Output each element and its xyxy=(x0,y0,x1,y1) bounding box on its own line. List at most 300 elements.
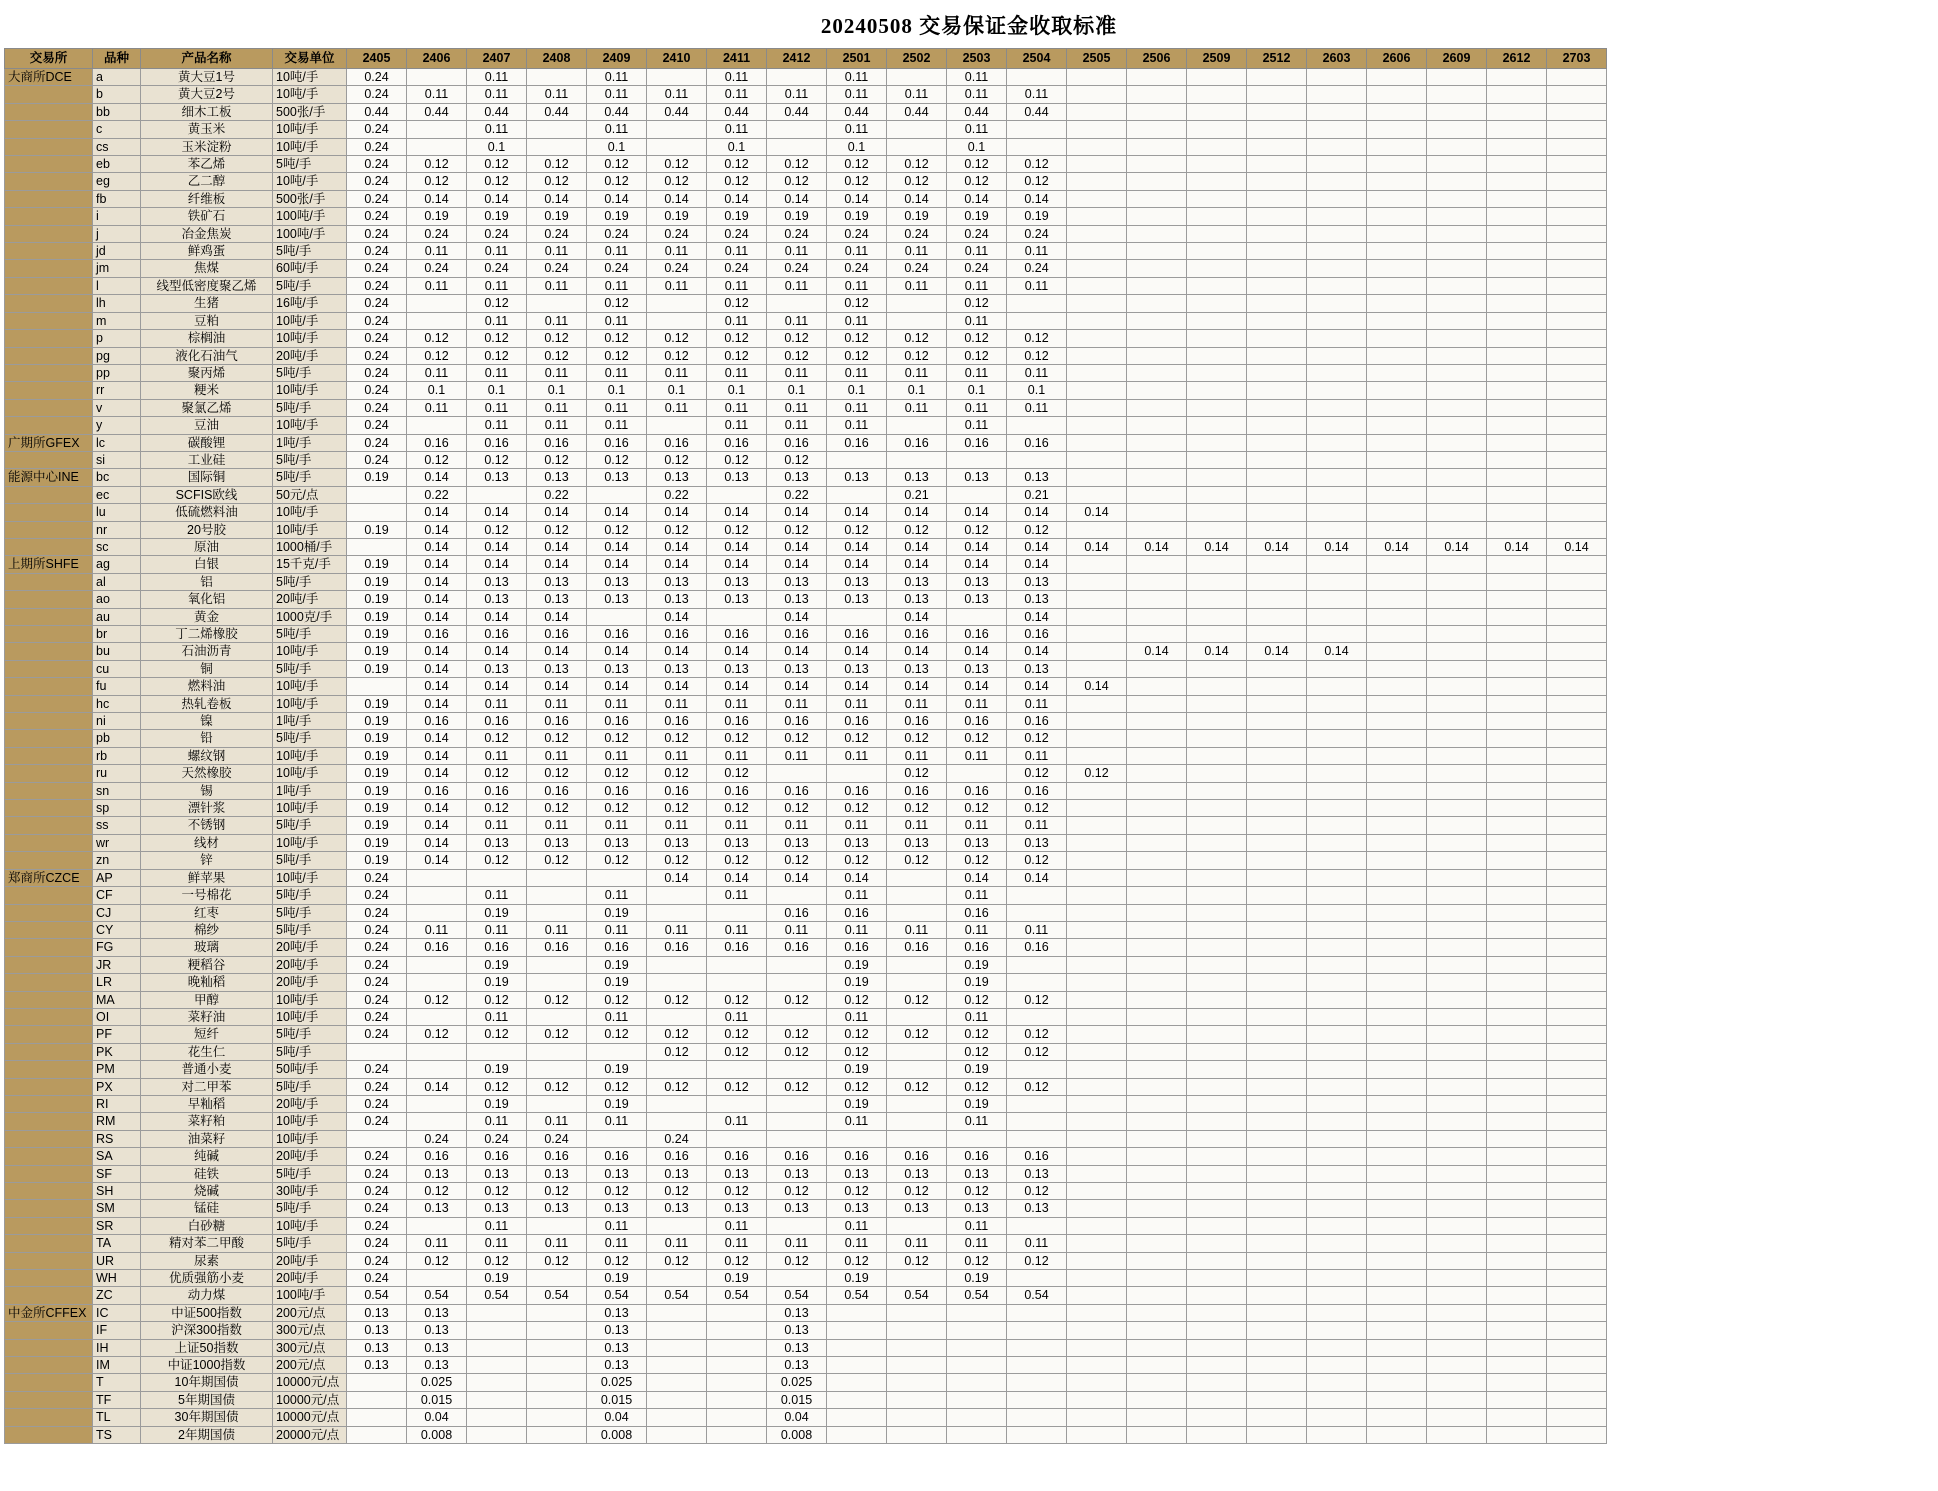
cell-margin-value xyxy=(1247,1391,1307,1408)
cell-margin-value xyxy=(887,1061,947,1078)
cell-margin-value xyxy=(407,869,467,886)
cell-margin-value xyxy=(347,1426,407,1443)
cell-margin-value: 0.19 xyxy=(347,713,407,730)
cell-margin-value: 0.54 xyxy=(767,1287,827,1304)
cell-margin-value xyxy=(887,69,947,86)
cell-margin-value: 0.16 xyxy=(587,1148,647,1165)
cell-margin-value: 0.12 xyxy=(827,295,887,312)
table-row xyxy=(5,730,1607,747)
cell-margin-value xyxy=(1127,1304,1187,1321)
cell-margin-value: 0.12 xyxy=(947,1043,1007,1060)
cell-margin-value xyxy=(1127,225,1187,242)
column-header-code: 品种 xyxy=(93,49,141,69)
cell-margin-value: 0.12 xyxy=(587,730,647,747)
cell-margin-value xyxy=(1307,243,1367,260)
cell-margin-value: 0.16 xyxy=(827,1148,887,1165)
cell-margin-value: 0.19 xyxy=(467,956,527,973)
cell-margin-value xyxy=(1487,486,1547,503)
cell-margin-value: 0.11 xyxy=(587,277,647,294)
cell-code: pp xyxy=(93,364,141,381)
cell-margin-value xyxy=(1547,1391,1607,1408)
cell-margin-value: 0.16 xyxy=(947,904,1007,921)
cell-margin-value xyxy=(1187,921,1247,938)
cell-margin-value xyxy=(827,765,887,782)
cell-margin-value xyxy=(887,1217,947,1234)
cell-product-name: 玻璃 xyxy=(141,939,273,956)
cell-margin-value: 0.12 xyxy=(1007,730,1067,747)
cell-margin-value xyxy=(647,1391,707,1408)
cell-code: RM xyxy=(93,1113,141,1130)
cell-margin-value xyxy=(587,608,647,625)
cell-margin-value xyxy=(887,417,947,434)
cell-exchange xyxy=(5,295,93,312)
cell-margin-value xyxy=(1367,956,1427,973)
table-row xyxy=(5,1026,1607,1043)
cell-margin-value xyxy=(1427,1409,1487,1426)
cell-margin-value xyxy=(1067,1148,1127,1165)
cell-margin-value xyxy=(1547,190,1607,207)
cell-trade-unit: 1吨/手 xyxy=(273,434,347,451)
cell-margin-value xyxy=(1187,1252,1247,1269)
cell-margin-value xyxy=(1187,156,1247,173)
cell-margin-value xyxy=(1547,991,1607,1008)
cell-margin-value: 0.11 xyxy=(647,747,707,764)
cell-margin-value xyxy=(1427,747,1487,764)
cell-margin-value xyxy=(1247,1374,1307,1391)
cell-margin-value xyxy=(1067,834,1127,851)
cell-margin-value xyxy=(347,1391,407,1408)
cell-margin-value xyxy=(1127,747,1187,764)
cell-margin-value: 0.24 xyxy=(587,260,647,277)
cell-trade-unit: 20吨/手 xyxy=(273,956,347,973)
cell-margin-value: 0.12 xyxy=(467,800,527,817)
cell-margin-value xyxy=(587,869,647,886)
cell-margin-value xyxy=(1307,330,1367,347)
cell-margin-value xyxy=(887,1270,947,1287)
cell-margin-value xyxy=(887,121,947,138)
cell-code: UR xyxy=(93,1252,141,1269)
cell-exchange xyxy=(5,1183,93,1200)
cell-product-name: 氧化铝 xyxy=(141,591,273,608)
cell-margin-value: 0.24 xyxy=(347,1252,407,1269)
cell-code: PX xyxy=(93,1078,141,1095)
cell-product-name: 国际铜 xyxy=(141,469,273,486)
table-row xyxy=(5,765,1607,782)
cell-margin-value xyxy=(1187,1217,1247,1234)
cell-margin-value: 0.14 xyxy=(1427,538,1487,555)
cell-margin-value: 0.12 xyxy=(587,765,647,782)
cell-margin-value xyxy=(1547,1374,1607,1391)
cell-margin-value xyxy=(1547,817,1607,834)
cell-product-name: 工业硅 xyxy=(141,451,273,468)
cell-margin-value: 0.12 xyxy=(767,1078,827,1095)
cell-margin-value xyxy=(1187,1409,1247,1426)
cell-margin-value: 0.14 xyxy=(887,678,947,695)
cell-margin-value: 0.24 xyxy=(887,260,947,277)
cell-margin-value xyxy=(1307,1148,1367,1165)
cell-margin-value xyxy=(1307,1026,1367,1043)
cell-exchange xyxy=(5,782,93,799)
cell-exchange xyxy=(5,208,93,225)
cell-margin-value: 0.13 xyxy=(947,834,1007,851)
cell-margin-value xyxy=(1067,312,1127,329)
cell-margin-value xyxy=(1307,156,1367,173)
cell-code: ZC xyxy=(93,1287,141,1304)
cell-margin-value xyxy=(1367,834,1427,851)
cell-margin-value: 0.19 xyxy=(347,469,407,486)
cell-trade-unit: 10吨/手 xyxy=(273,695,347,712)
cell-margin-value xyxy=(1367,399,1427,416)
cell-margin-value xyxy=(1247,608,1307,625)
cell-margin-value xyxy=(1487,312,1547,329)
cell-margin-value xyxy=(767,1130,827,1147)
cell-margin-value: 0.11 xyxy=(707,243,767,260)
cell-margin-value: 0.14 xyxy=(407,852,467,869)
cell-margin-value xyxy=(1127,765,1187,782)
cell-margin-value: 0.22 xyxy=(527,486,587,503)
cell-margin-value: 0.11 xyxy=(767,747,827,764)
cell-margin-value: 0.24 xyxy=(827,225,887,242)
cell-margin-value xyxy=(1127,1287,1187,1304)
cell-code: IC xyxy=(93,1304,141,1321)
cell-margin-value xyxy=(827,1409,887,1426)
cell-margin-value xyxy=(1307,887,1367,904)
column-header-contract: 2412 xyxy=(767,49,827,69)
cell-margin-value: 0.11 xyxy=(647,86,707,103)
cell-margin-value xyxy=(1187,834,1247,851)
cell-margin-value xyxy=(1307,626,1367,643)
cell-margin-value: 0.19 xyxy=(947,208,1007,225)
cell-margin-value: 0.11 xyxy=(947,417,1007,434)
cell-margin-value: 0.13 xyxy=(647,660,707,677)
cell-code: CJ xyxy=(93,904,141,921)
table-row xyxy=(5,1078,1607,1095)
cell-margin-value xyxy=(347,1409,407,1426)
cell-margin-value: 0.12 xyxy=(647,1043,707,1060)
cell-margin-value: 0.16 xyxy=(767,782,827,799)
cell-margin-value xyxy=(407,417,467,434)
cell-margin-value xyxy=(1067,1183,1127,1200)
cell-margin-value xyxy=(1307,1426,1367,1443)
cell-margin-value xyxy=(1427,1339,1487,1356)
cell-margin-value xyxy=(1247,277,1307,294)
cell-margin-value xyxy=(1067,939,1127,956)
cell-margin-value xyxy=(1547,451,1607,468)
cell-margin-value xyxy=(1307,1078,1367,1095)
cell-margin-value: 0.1 xyxy=(587,138,647,155)
cell-margin-value xyxy=(1067,121,1127,138)
cell-code: rr xyxy=(93,382,141,399)
cell-trade-unit: 10000元/点 xyxy=(273,1409,347,1426)
cell-margin-value: 0.12 xyxy=(467,1026,527,1043)
cell-margin-value: 0.11 xyxy=(767,277,827,294)
cell-product-name: 黄玉米 xyxy=(141,121,273,138)
table-row xyxy=(5,800,1607,817)
cell-margin-value xyxy=(1487,1078,1547,1095)
cell-margin-value: 0.24 xyxy=(467,260,527,277)
cell-margin-value xyxy=(1487,330,1547,347)
cell-margin-value xyxy=(647,904,707,921)
cell-margin-value xyxy=(1307,782,1367,799)
cell-margin-value: 0.12 xyxy=(527,347,587,364)
table-row xyxy=(5,417,1607,434)
cell-margin-value: 0.12 xyxy=(827,730,887,747)
cell-margin-value xyxy=(647,1217,707,1234)
cell-margin-value xyxy=(1067,1409,1127,1426)
cell-margin-value: 0.16 xyxy=(947,713,1007,730)
cell-margin-value: 0.44 xyxy=(827,103,887,120)
cell-margin-value xyxy=(1127,504,1187,521)
cell-margin-value xyxy=(1127,956,1187,973)
cell-margin-value xyxy=(1487,747,1547,764)
cell-margin-value xyxy=(1187,1374,1247,1391)
cell-margin-value: 0.11 xyxy=(467,921,527,938)
cell-margin-value: 0.12 xyxy=(767,991,827,1008)
cell-margin-value xyxy=(1367,417,1427,434)
cell-margin-value xyxy=(1067,1113,1127,1130)
cell-margin-value: 0.24 xyxy=(347,869,407,886)
cell-margin-value xyxy=(1547,504,1607,521)
cell-margin-value xyxy=(647,1113,707,1130)
cell-margin-value xyxy=(1547,800,1607,817)
cell-product-name: 黄大豆1号 xyxy=(141,69,273,86)
cell-margin-value: 0.14 xyxy=(1007,504,1067,521)
cell-margin-value: 0.14 xyxy=(767,538,827,555)
cell-trade-unit: 5吨/手 xyxy=(273,399,347,416)
cell-margin-value xyxy=(1487,225,1547,242)
cell-margin-value: 0.13 xyxy=(767,469,827,486)
cell-margin-value: 0.11 xyxy=(947,364,1007,381)
cell-trade-unit: 5吨/手 xyxy=(273,1200,347,1217)
cell-margin-value: 0.16 xyxy=(887,713,947,730)
cell-margin-value: 0.12 xyxy=(947,521,1007,538)
cell-margin-value: 0.12 xyxy=(947,991,1007,1008)
cell-margin-value: 0.14 xyxy=(407,521,467,538)
cell-margin-value: 0.14 xyxy=(467,504,527,521)
cell-margin-value xyxy=(1247,782,1307,799)
cell-margin-value xyxy=(947,1339,1007,1356)
cell-margin-value: 0.24 xyxy=(347,121,407,138)
cell-margin-value: 0.11 xyxy=(947,817,1007,834)
cell-margin-value: 0.11 xyxy=(527,364,587,381)
cell-margin-value: 0.24 xyxy=(707,225,767,242)
cell-margin-value xyxy=(1247,451,1307,468)
cell-margin-value xyxy=(1247,103,1307,120)
cell-margin-value xyxy=(1247,417,1307,434)
cell-margin-value: 0.11 xyxy=(767,921,827,938)
cell-margin-value: 0.13 xyxy=(647,1165,707,1182)
cell-margin-value xyxy=(1427,1217,1487,1234)
cell-margin-value: 0.14 xyxy=(767,190,827,207)
column-header-contract: 2612 xyxy=(1487,49,1547,69)
cell-margin-value: 0.16 xyxy=(587,626,647,643)
cell-margin-value: 0.12 xyxy=(527,1252,587,1269)
cell-margin-value xyxy=(527,121,587,138)
cell-margin-value xyxy=(707,1391,767,1408)
cell-margin-value xyxy=(1487,1426,1547,1443)
cell-margin-value xyxy=(1067,417,1127,434)
cell-margin-value xyxy=(1187,225,1247,242)
cell-margin-value xyxy=(887,1339,947,1356)
cell-margin-value: 0.12 xyxy=(827,852,887,869)
cell-margin-value: 0.12 xyxy=(767,730,827,747)
cell-product-name: 线型低密度聚乙烯 xyxy=(141,277,273,294)
cell-margin-value xyxy=(1067,1130,1127,1147)
cell-margin-value xyxy=(647,956,707,973)
column-header-contract: 2603 xyxy=(1307,49,1367,69)
cell-margin-value xyxy=(1367,556,1427,573)
cell-margin-value: 0.14 xyxy=(1307,643,1367,660)
cell-margin-value: 0.11 xyxy=(947,887,1007,904)
cell-margin-value xyxy=(1547,1426,1607,1443)
cell-trade-unit: 50元/点 xyxy=(273,486,347,503)
cell-margin-value xyxy=(1067,591,1127,608)
cell-margin-value xyxy=(767,69,827,86)
cell-trade-unit: 5吨/手 xyxy=(273,1078,347,1095)
cell-margin-value xyxy=(1547,782,1607,799)
cell-margin-value xyxy=(1427,1235,1487,1252)
cell-margin-value: 0.13 xyxy=(1007,1200,1067,1217)
cell-margin-value xyxy=(1187,103,1247,120)
cell-margin-value: 0.24 xyxy=(347,138,407,155)
cell-margin-value: 0.19 xyxy=(827,1095,887,1112)
table-row xyxy=(5,1426,1607,1443)
cell-margin-value xyxy=(1427,330,1487,347)
table-row xyxy=(5,695,1607,712)
table-row xyxy=(5,747,1607,764)
cell-margin-value xyxy=(1487,1095,1547,1112)
cell-margin-value xyxy=(1487,156,1547,173)
cell-margin-value xyxy=(827,1374,887,1391)
cell-margin-value: 0.14 xyxy=(767,643,827,660)
cell-margin-value xyxy=(947,765,1007,782)
cell-margin-value xyxy=(1547,1061,1607,1078)
cell-margin-value: 0.14 xyxy=(767,869,827,886)
cell-trade-unit: 60吨/手 xyxy=(273,260,347,277)
cell-margin-value xyxy=(1187,1165,1247,1182)
cell-margin-value xyxy=(1367,1252,1427,1269)
cell-product-name: 粳米 xyxy=(141,382,273,399)
cell-exchange xyxy=(5,1095,93,1112)
cell-code: IF xyxy=(93,1322,141,1339)
cell-margin-value: 0.24 xyxy=(347,921,407,938)
cell-margin-value: 0.13 xyxy=(407,1339,467,1356)
table-row xyxy=(5,399,1607,416)
column-header-contract: 2506 xyxy=(1127,49,1187,69)
cell-margin-value xyxy=(1547,1026,1607,1043)
cell-margin-value: 0.13 xyxy=(887,660,947,677)
cell-margin-value: 0.12 xyxy=(887,730,947,747)
cell-margin-value xyxy=(1487,399,1547,416)
cell-margin-value xyxy=(647,1270,707,1287)
cell-margin-value: 0.13 xyxy=(1007,1165,1067,1182)
cell-margin-value xyxy=(1187,86,1247,103)
cell-margin-value xyxy=(1187,173,1247,190)
cell-trade-unit: 5吨/手 xyxy=(273,1043,347,1060)
cell-margin-value xyxy=(1367,591,1427,608)
cell-margin-value xyxy=(1187,1026,1247,1043)
cell-margin-value xyxy=(647,138,707,155)
cell-margin-value: 0.11 xyxy=(947,312,1007,329)
cell-margin-value: 0.12 xyxy=(887,330,947,347)
cell-margin-value xyxy=(1427,521,1487,538)
table-row xyxy=(5,1148,1607,1165)
cell-margin-value: 0.14 xyxy=(407,556,467,573)
cell-margin-value: 0.54 xyxy=(947,1287,1007,1304)
cell-product-name: 苯乙烯 xyxy=(141,156,273,173)
cell-margin-value xyxy=(1067,364,1127,381)
cell-margin-value xyxy=(1547,678,1607,695)
cell-margin-value: 0.16 xyxy=(407,626,467,643)
cell-margin-value: 0.24 xyxy=(347,974,407,991)
cell-margin-value xyxy=(1487,1148,1547,1165)
cell-code: bu xyxy=(93,643,141,660)
cell-margin-value: 0.1 xyxy=(1007,382,1067,399)
cell-margin-value xyxy=(647,1409,707,1426)
cell-margin-value xyxy=(647,295,707,312)
table-row xyxy=(5,1391,1607,1408)
cell-trade-unit: 200元/点 xyxy=(273,1304,347,1321)
cell-margin-value xyxy=(1367,1235,1427,1252)
cell-code: pg xyxy=(93,347,141,364)
cell-margin-value xyxy=(1487,1200,1547,1217)
cell-margin-value: 0.12 xyxy=(527,330,587,347)
cell-exchange xyxy=(5,713,93,730)
cell-margin-value: 0.11 xyxy=(527,747,587,764)
cell-margin-value: 0.16 xyxy=(827,434,887,451)
cell-trade-unit: 10000元/点 xyxy=(273,1374,347,1391)
cell-margin-value xyxy=(1247,556,1307,573)
cell-margin-value: 0.19 xyxy=(1007,208,1067,225)
cell-margin-value xyxy=(1067,347,1127,364)
cell-margin-value: 0.12 xyxy=(647,521,707,538)
cell-margin-value: 0.14 xyxy=(407,591,467,608)
cell-margin-value xyxy=(1487,521,1547,538)
cell-margin-value xyxy=(1007,1409,1067,1426)
cell-margin-value: 0.13 xyxy=(407,1165,467,1182)
cell-margin-value xyxy=(1487,504,1547,521)
cell-margin-value xyxy=(1247,921,1307,938)
cell-margin-value: 0.12 xyxy=(767,521,827,538)
cell-margin-value xyxy=(1307,1061,1367,1078)
cell-margin-value xyxy=(1487,1008,1547,1025)
cell-margin-value xyxy=(1067,1043,1127,1060)
cell-margin-value xyxy=(1187,417,1247,434)
cell-code: bc xyxy=(93,469,141,486)
cell-margin-value xyxy=(1127,1426,1187,1443)
cell-margin-value: 0.12 xyxy=(407,1183,467,1200)
cell-margin-value xyxy=(407,1270,467,1287)
cell-trade-unit: 20吨/手 xyxy=(273,974,347,991)
cell-exchange xyxy=(5,399,93,416)
cell-margin-value: 0.13 xyxy=(767,1357,827,1374)
cell-margin-value xyxy=(1427,1304,1487,1321)
cell-margin-value xyxy=(1427,608,1487,625)
cell-margin-value xyxy=(407,1113,467,1130)
margin-standards-table xyxy=(4,48,1607,1444)
table-row xyxy=(5,486,1607,503)
cell-margin-value xyxy=(707,1061,767,1078)
cell-margin-value xyxy=(1367,1339,1427,1356)
cell-product-name: 热轧卷板 xyxy=(141,695,273,712)
cell-margin-value xyxy=(1547,1165,1607,1182)
cell-margin-value xyxy=(1187,521,1247,538)
cell-margin-value: 0.11 xyxy=(707,277,767,294)
cell-margin-value: 0.11 xyxy=(887,364,947,381)
cell-margin-value: 0.24 xyxy=(347,277,407,294)
table-row xyxy=(5,1183,1607,1200)
cell-margin-value: 0.12 xyxy=(587,852,647,869)
